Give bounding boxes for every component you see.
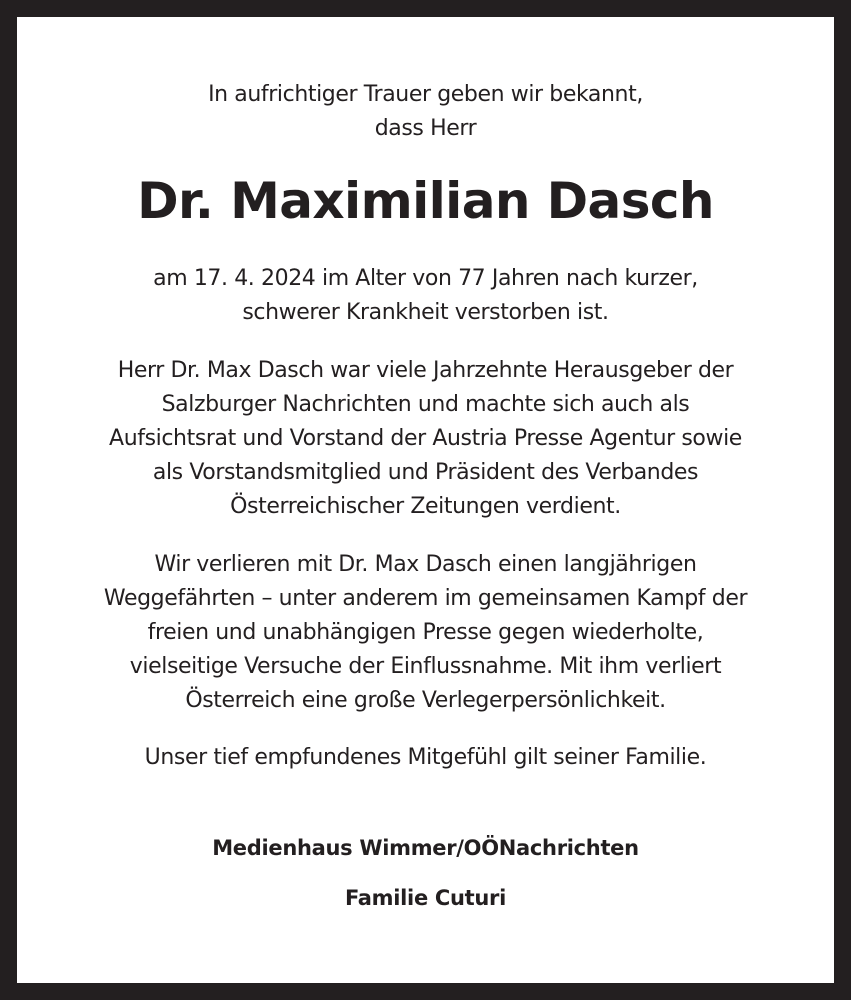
loss-statement-paragraph [17, 548, 834, 718]
sympathy-line: Unser tief empfundenes Mitgefühl gilt seiner Familie. [144, 745, 707, 770]
biography-paragraph [17, 354, 834, 524]
loss-statement-line: Weggefährten – unter anderem im gemeinsamen Kampf der [103, 586, 748, 611]
loss-statement-line: vielseitige Versuche der Einflussnahme. Mit ihm verliert [129, 654, 722, 679]
signer-medienhaus: Medienhaus Wimmer/OÖNachrichten [212, 836, 639, 860]
biography-line: Herr Dr. Max Dasch war viele Jahrzehnte Herausgeber der [117, 358, 734, 383]
death-notice-line: am 17. 4. 2024 im Alter von 77 Jahren nach kurzer, [153, 266, 698, 291]
biography-line: Aufsichtsrat und Vorstand der Austria Presse Agentur sowie [109, 426, 742, 451]
deceased-name: Dr. Maximilian Dasch [137, 172, 714, 230]
biography-line: Österreichischer Zeitungen verdient. [230, 494, 621, 519]
death-notice-paragraph [17, 262, 834, 330]
signer-family: Familie Cuturi [344, 886, 507, 910]
intro-line: In aufrichtiger Trauer geben wir bekannt, [208, 82, 643, 107]
death-notice-line: schwerer Krankheit verstorben ist. [242, 300, 609, 325]
loss-statement-line: Österreich eine große Verlegerpersönlichkeit. [185, 688, 666, 713]
loss-statement-line: Wir verlieren mit Dr. Max Dasch einen langjährigen [154, 552, 697, 577]
intro-line: dass Herr [374, 116, 477, 141]
sympathy-paragraph [17, 741, 834, 775]
intro-paragraph [17, 78, 834, 146]
biography-line: als Vorstandsmitglied und Präsident des Verbandes [152, 460, 699, 485]
biography-line: Salzburger Nachrichten und machte sich auch als [161, 392, 690, 417]
loss-statement-line: freien und unabhängigen Presse gegen wiederholte, [147, 620, 704, 645]
